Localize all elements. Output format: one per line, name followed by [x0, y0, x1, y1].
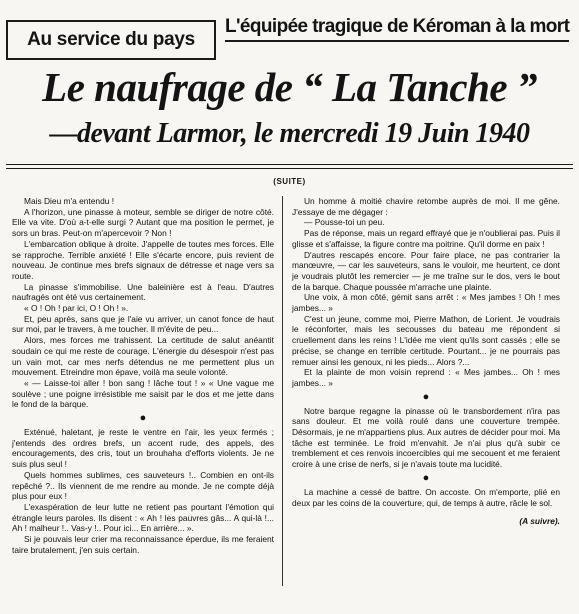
paragraph: — Pousse-toi un peu.: [304, 217, 385, 228]
paragraph: A l'horizon, une pinasse à moteur, semble se diriger de notre côté. Elle va vite. D'où a-t-elle surgi ? Autant que ma position le permet, je sors un bras. Peut-on m'apercevoir ? Non !: [12, 206, 274, 239]
paragraph: Alors, mes forces me trahissent. La certitude de salut anéantit soudain ce qui me reste de courage. L'énergie du désespoir n'est pas un vain mot, car mes nerfs détendus ne me permettent plus un mouvement. Etreindre mon épave, voilà ma seule volonté.: [12, 335, 274, 378]
page-title: Le naufrage de “ La Tanche ”: [42, 64, 537, 110]
to-be-continued: (A suivre).: [519, 516, 560, 527]
paragraph: La pinasse s'immobilise. Une baleinière est à l'eau. D'autres naufragés ont été vus certainement.: [12, 281, 274, 303]
article-column-right: [292, 196, 560, 527]
paragraph: D'autres rescapés encore. Pour faire place, ne pas contrarier la manœuvre, — car les sauveteurs, sans le vouloir, me heurtent, ce dont je voudrais plutôt les remercier — je me traîne sur le dos, vers le bout de la barque. Chaque poussée m'arrache une plainte.: [292, 249, 560, 292]
section-bullet-icon: ●: [139, 412, 147, 425]
section-kicker: Au service du pays: [27, 29, 195, 50]
paragraph: Et, peu après, sans que je l'aie vu arriver, un canot fonce de haut sur moi, par le travers, à me toucher. Il m'évite de peu...: [12, 313, 274, 335]
divider: [6, 168, 573, 169]
paragraph: « O ! Oh ! par ici, O ! Oh ! ».: [24, 303, 129, 314]
article-column-left: [12, 196, 274, 556]
divider: [6, 164, 573, 165]
series-title: L'équipée tragique de Kéroman à la mort: [225, 16, 569, 42]
section-bullet-icon: ●: [422, 471, 430, 484]
paragraph: Quels hommes sublimes, ces sauveteurs !.. Combien en ont-ils repêché ?.. Ils viennent de me rendre au monde. Je ne compte déjà plus pour eux !: [12, 469, 274, 502]
paragraph: Notre barque regagne la pinasse où le transbordement n'ira pas sans douleur. Et me voilà roulé dans une couverture trempée. Désormais, je ne m'appartiens plus. Aux autres de décider pour moi. Ma tâche est terminée. Le froid m'envahit. Je n'ai plus qu'à subir ce tremblement et ces renvois incoercibles qui me secouent et me feraient croire à une crise de nerfs, si je n'avais toute ma lucidité.: [292, 405, 560, 470]
paragraph: Un homme à moitié chavire retombe auprès de moi. Il me gêne. J'essaye de me dégager :: [292, 196, 560, 217]
paragraph: Une voix, à mon côté, gémit sans arrêt : « Mes jambes ! Oh ! mes jambes... »: [292, 292, 560, 314]
paragraph: Exténué, haletant, je reste le ventre en l'air, les yeux fermés ; j'entends des ordres brefs, un accent rude, des appels, des encouragements, des cris, tout un brouhaha d'efforts violents. Je ne suis plus seul !: [12, 427, 274, 470]
paragraph: Et la plainte de mon voisin reprend : « Mes jambes... Oh ! mes jambes... »: [292, 367, 560, 388]
paragraph: L'embarcation oblique à droite. J'appelle de toutes mes forces. Elle se rapproche. Terrible anxiété ! Elle s'écarte encore, puis revient de nouveau. Je continue mes brefs signaux de détresse et nage vers sa route.: [12, 238, 274, 281]
section-bullet-icon: ●: [422, 390, 430, 403]
paragraph: Mais Dieu m'a entendu !: [24, 196, 115, 206]
paragraph: L'exaspération de leur lutte ne retient pas pourtant l'émotion qui étrangle leurs paroles. Ils disent : « Ah ! les pauvres gâs... A qui-là !... Ah ! malheur !.. Vas-y !.. Pour ici... En arrière... ».: [12, 501, 274, 534]
section-kicker-box: [6, 20, 216, 60]
paragraph: La machine a cessé de battre. On accoste. On m'emporte, plié en deux par les coins de la couverture, qui, de temps à autre, râcle le sol.: [292, 486, 560, 508]
column-divider: [282, 196, 283, 586]
page-subtitle: —devant Larmor, le mercredi 19 Juin 1940: [49, 118, 530, 149]
paragraph: C'est un jeune, comme moi, Pierre Mathon, de Lorient. Je voudrais le réconforter, mais les secousses du bateau me répondent si cruellement dans les reins ! L'idée me vient qu'ils sont cassés ; elle se précise, se change en terrible certitude. Pourtant... je ne pourrais pas remuer ainsi les genoux, ni les pieds... Alors ?...: [292, 313, 560, 367]
paragraph: Pas de réponse, mais un regard effrayé que je n'oublierai pas. Puis il glisse et s'affaisse, la figure contre ma poitrine. Qu'il dorme en paix !: [292, 228, 560, 249]
continued-label: (SUITE): [273, 177, 306, 186]
paragraph: Si je pouvais leur crier ma reconnaissance éperdue, ils me feraient taire brutalement, j'en suis certain.: [12, 534, 274, 555]
paragraph: « — Laisse-toi aller ! bon sang ! lâche tout ! » « Une vague me soulève ; une poigne irrésistible me saisit par le dos et me jette dans le fond de la barque.: [12, 377, 274, 410]
